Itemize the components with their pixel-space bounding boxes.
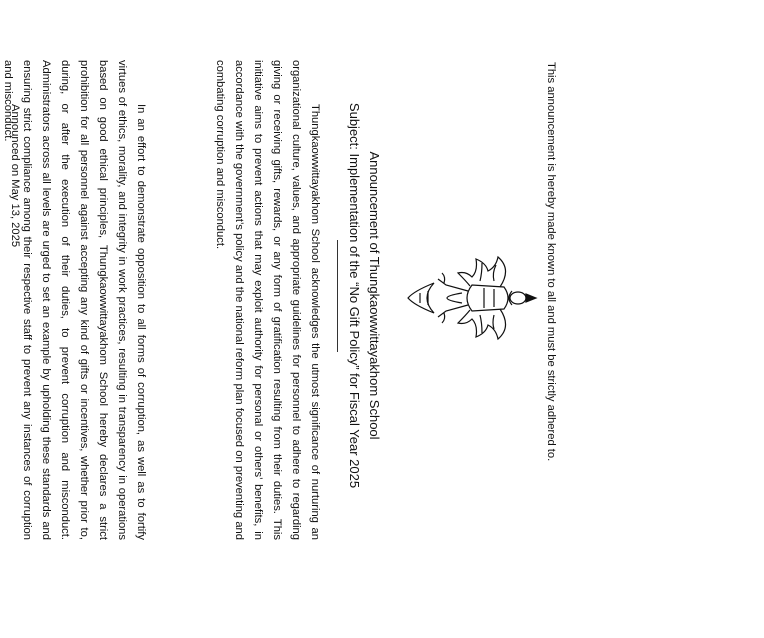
announcement-subject: Subject: Implementation of the “No Gift Policy” for Fiscal Year 2025 xyxy=(347,102,362,489)
garuda-emblem-icon xyxy=(402,253,542,343)
announcement-title: Announcement of Thungkaowwittayakhom School xyxy=(367,151,382,440)
paragraph-text: In an effort to demonstrate opposition to all forms of corruption, as well as to fortify virtues of ethics, morality, and integrity in work practices, resulting in transparency in operations based on good ethical principles, Thungkaowwittayakhom School hereby declares a strict prohibition for all personnel against accepting any kind of gifts or incentives, whether prior to, during, or after the execution of their duties, to prevent corruption and misconduct. Administrators across all levels are urged to set an example by upholding these standards and ensuring strict compliance among their respective staff to prevent any instances of corruption and misconduct. xyxy=(2,60,147,540)
paragraph-intro xyxy=(210,60,324,540)
document-sheet xyxy=(0,18,560,573)
title-divider xyxy=(337,240,338,352)
paragraph-text: Thungkaowwittayakhom School acknowledges the utmost significance of nurturing an organizational culture, values, and appropriate guidelines for personnel to adhere to regarding giving or receiving gifts, rewards, or any form of gratification resulting from their duties. This initiative aims to prevent actions that may exploit authority for personal or others’ benefits, in accordance with the government’s policy and the national reform plan focused on preventing and combating corruption and misconduct. xyxy=(214,60,321,540)
announcement-date: Announced on May 13, 2025 xyxy=(9,104,21,248)
paragraph-closing: This announcement is hereby made known to all and must be strictly adhered to. xyxy=(545,62,557,462)
